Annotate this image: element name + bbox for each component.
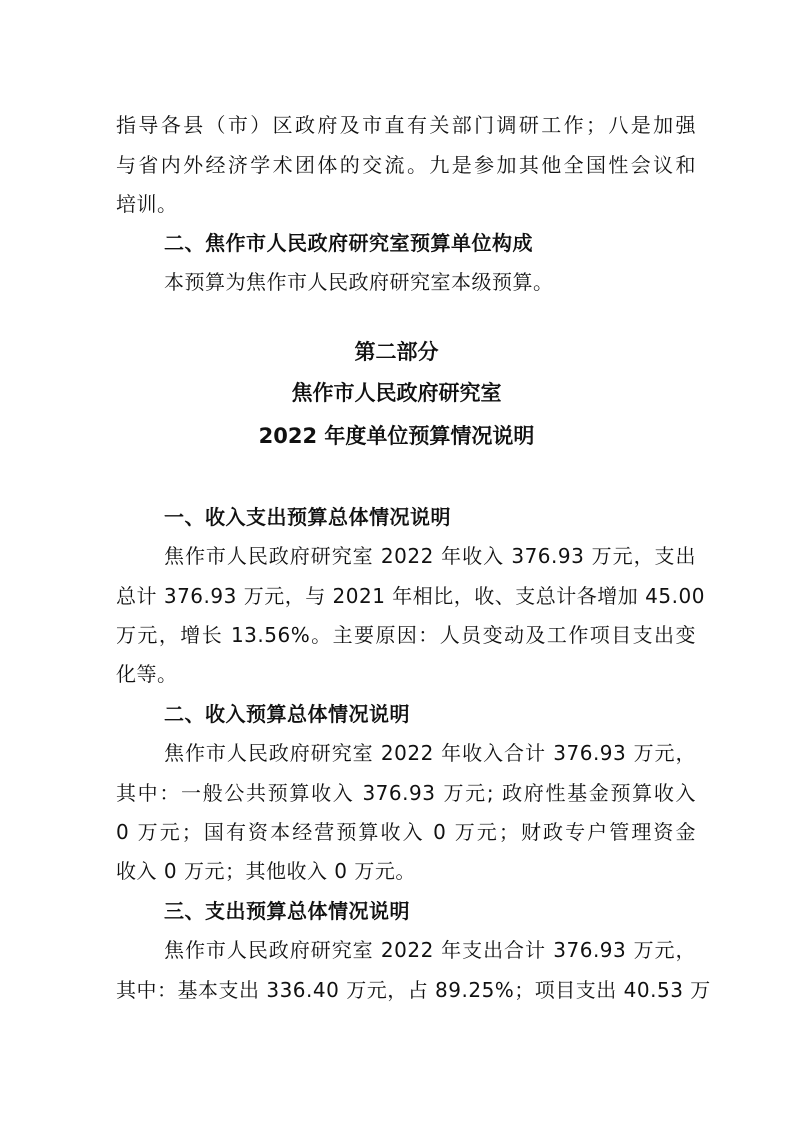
s1-line-1: 焦作市人民政府研究室 2022 年收入 376.93 万元，支出 bbox=[164, 544, 696, 568]
s3-line-1: 焦作市人民政府研究室 2022 年支出合计 376.93 万元， bbox=[164, 938, 696, 962]
budget-units-text: 本预算为焦作市人民政府研究室本级预算。 bbox=[164, 270, 554, 294]
org-title: 焦作市人民政府研究室 bbox=[291, 381, 502, 405]
report-title: 2022 年度单位预算情况说明 bbox=[258, 424, 535, 448]
s3-line-2: 其中：基本支出 336.40 万元，占 89.25%；项目支出 40.53 万 bbox=[116, 978, 711, 1002]
intro-line-3: 培训。 bbox=[116, 192, 178, 216]
s1-line-2: 总计 376.93 万元，与 2021 年相比，收、支总计各增加 45.00 bbox=[116, 584, 705, 608]
s2-line-2: 其中：一般公共预算收入 376.93 万元; 政府性基金预算收入 bbox=[116, 781, 696, 805]
section-heading-1: 一、收入支出预算总体情况说明 bbox=[164, 505, 451, 529]
intro-line-2: 与省内外经济学术团体的交流。九是参加其他全国性会议和 bbox=[116, 153, 696, 177]
s2-line-1: 焦作市人民政府研究室 2022 年收入合计 376.93 万元， bbox=[164, 741, 696, 765]
s2-line-3: 0 万元；国有资本经营预算收入 0 万元；财政专户管理资金 bbox=[116, 820, 696, 844]
section-heading-2: 二、收入预算总体情况说明 bbox=[164, 702, 410, 726]
intro-line-1: 指导各县（市）区政府及市直有关部门调研工作；八是加强 bbox=[116, 113, 696, 137]
part-title: 第二部分 bbox=[354, 340, 439, 364]
s1-line-3: 万元，增长 13.56%。主要原因：人员变动及工作项目支出变 bbox=[116, 623, 696, 647]
section-heading-3: 三、支出预算总体情况说明 bbox=[164, 899, 410, 923]
section-heading-budget-units: 二、焦作市人民政府研究室预算单位构成 bbox=[164, 231, 533, 255]
s1-line-4: 化等。 bbox=[116, 662, 178, 686]
s2-line-4: 收入 0 万元；其他收入 0 万元。 bbox=[116, 859, 416, 883]
